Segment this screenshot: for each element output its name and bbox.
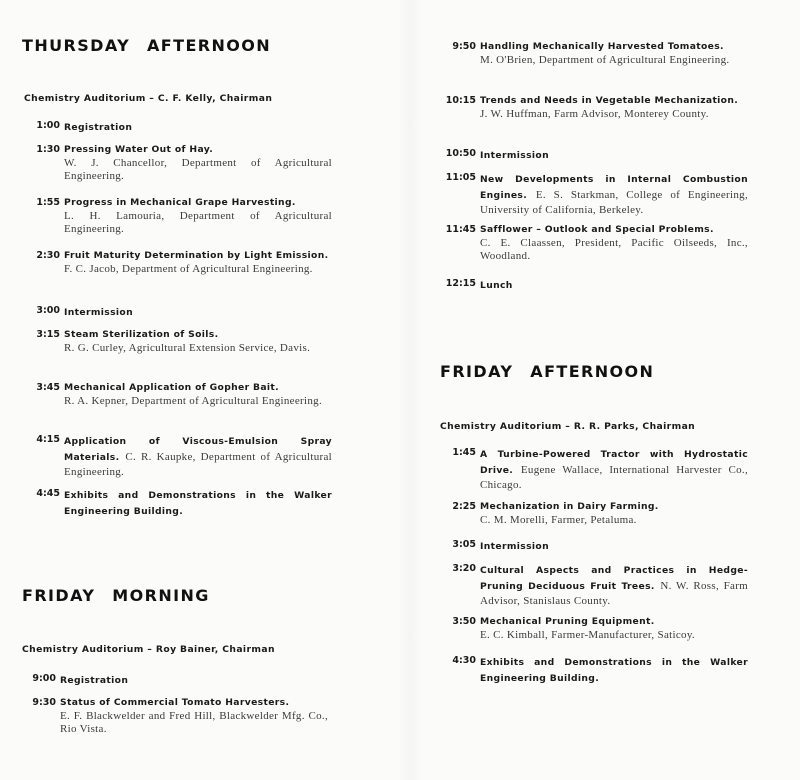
- item-speaker: L. H. Lamouria, Department of Agricultural Engineering.: [64, 209, 332, 235]
- item-title: New Developments in Internal Combustion Engines.: [480, 174, 748, 201]
- item-speaker: N. W. Ross, Farm Advisor, Stanislaus County.: [480, 579, 749, 607]
- item-speaker: E. C. Kimball, Farmer-Manufacturer, Saticoy.: [480, 628, 695, 641]
- item-time: 4:30: [452, 655, 476, 666]
- item-time: 10:15: [445, 95, 476, 106]
- item-speaker: R. G. Curley, Agricultural Extension Service, Davis.: [64, 341, 311, 354]
- item-time: 9:30: [32, 697, 56, 708]
- item-title: Trends and Needs in Vegetable Mechanization.: [480, 95, 739, 106]
- item-title: Intermission: [64, 307, 133, 318]
- item-time: 9:00: [32, 673, 56, 684]
- item-title: Registration: [64, 122, 133, 133]
- item-time: 11:05: [445, 172, 476, 183]
- item-title: Registration: [60, 675, 129, 686]
- item-speaker: Eugene Wallace, International Harvester Co., Chicago.: [480, 463, 749, 491]
- item-time: 1:00: [36, 120, 60, 131]
- item-title: Exhibits and Demonstrations in the Walker Engineering Building.: [480, 657, 748, 684]
- item-time: 4:45: [36, 488, 60, 499]
- item-title: A Turbine-Powered Tractor with Hydrostatic Drive.: [480, 449, 748, 476]
- item-time: 3:15: [36, 329, 60, 340]
- friday-morning-chair: Chemistry Auditorium – Roy Bainer, Chairman: [22, 644, 275, 655]
- item-time: 2:25: [452, 501, 476, 512]
- item-time: 9:50: [452, 41, 476, 52]
- item-title: Handling Mechanically Harvested Tomatoes.: [480, 41, 724, 52]
- item-time: 2:30: [36, 250, 60, 261]
- item-title: Application of Viscous-Emulsion Spray Materials.: [64, 436, 332, 463]
- item-speaker: M. O'Brien, Department of Agricultural Engineering.: [480, 53, 730, 66]
- item-title: Intermission: [480, 150, 549, 161]
- item-speaker: C. R. Kaupke, Department of Agricultural Engineering.: [64, 450, 332, 478]
- item-title: Cultural Aspects and Practices in Hedge-Pruning Deciduous Fruit Trees.: [480, 565, 748, 592]
- item-time: 3:05: [452, 539, 476, 550]
- friday-afternoon-chair: Chemistry Auditorium – R. R. Parks, Chairman: [440, 421, 696, 432]
- item-time: 12:15: [445, 278, 476, 289]
- item-time: 1:30: [36, 144, 60, 155]
- item-time: 11:45: [445, 224, 476, 235]
- item-speaker: E. S. Starkman, College of Engineering, University of California, Berkeley.: [480, 188, 748, 216]
- item-title: Progress in Mechanical Grape Harvesting.: [64, 197, 296, 208]
- item-title: Mechanical Pruning Equipment.: [480, 616, 655, 627]
- item-time: 3:45: [36, 382, 60, 393]
- thursday-afternoon-chair: Chemistry Auditorium – C. F. Kelly, Chairman: [24, 93, 273, 104]
- item-speaker: C. E. Claassen, President, Pacific Oilseeds, Inc., Woodland.: [480, 236, 748, 262]
- page-fold: [398, 0, 422, 780]
- item-time: 1:45: [452, 447, 476, 458]
- item-title: Fruit Maturity Determination by Light Emission.: [64, 250, 329, 261]
- item-title: Safflower – Outlook and Special Problems.: [480, 224, 714, 235]
- item-time: 3:50: [452, 616, 476, 627]
- item-title: Mechanical Application of Gopher Bait.: [64, 382, 280, 393]
- item-speaker: F. C. Jacob, Department of Agricultural Engineering.: [64, 262, 313, 275]
- item-title: Intermission: [480, 541, 549, 552]
- item-title: Mechanization in Dairy Farming.: [480, 501, 659, 512]
- thursday-afternoon-heading: THURSDAY AFTERNOON: [22, 36, 272, 55]
- item-speaker: R. A. Kepner, Department of Agricultural Engineering.: [64, 394, 323, 407]
- item-title: Lunch: [480, 280, 513, 291]
- friday-morning-heading: FRIDAY MORNING: [22, 586, 210, 605]
- item-speaker: C. M. Morelli, Farmer, Petaluma.: [480, 513, 637, 526]
- friday-afternoon-heading: FRIDAY AFTERNOON: [440, 362, 655, 381]
- item-title: Exhibits and Demonstrations in the Walker Engineering Building.: [64, 490, 332, 517]
- item-time: 3:20: [452, 563, 476, 574]
- item-title: Pressing Water Out of Hay.: [64, 144, 214, 155]
- item-speaker: E. F. Blackwelder and Fred Hill, Blackwelder Mfg. Co., Rio Vista.: [60, 709, 328, 735]
- item-speaker: W. J. Chancellor, Department of Agricultural Engineering.: [64, 156, 332, 182]
- item-speaker: J. W. Huffman, Farm Advisor, Monterey County.: [480, 107, 709, 120]
- item-time: 3:00: [36, 305, 60, 316]
- item-title: Status of Commercial Tomato Harvesters.: [60, 697, 290, 708]
- item-time: 4:15: [36, 434, 60, 445]
- item-time: 1:55: [36, 197, 60, 208]
- item-title: Steam Sterilization of Soils.: [64, 329, 219, 340]
- item-time: 10:50: [445, 148, 476, 159]
